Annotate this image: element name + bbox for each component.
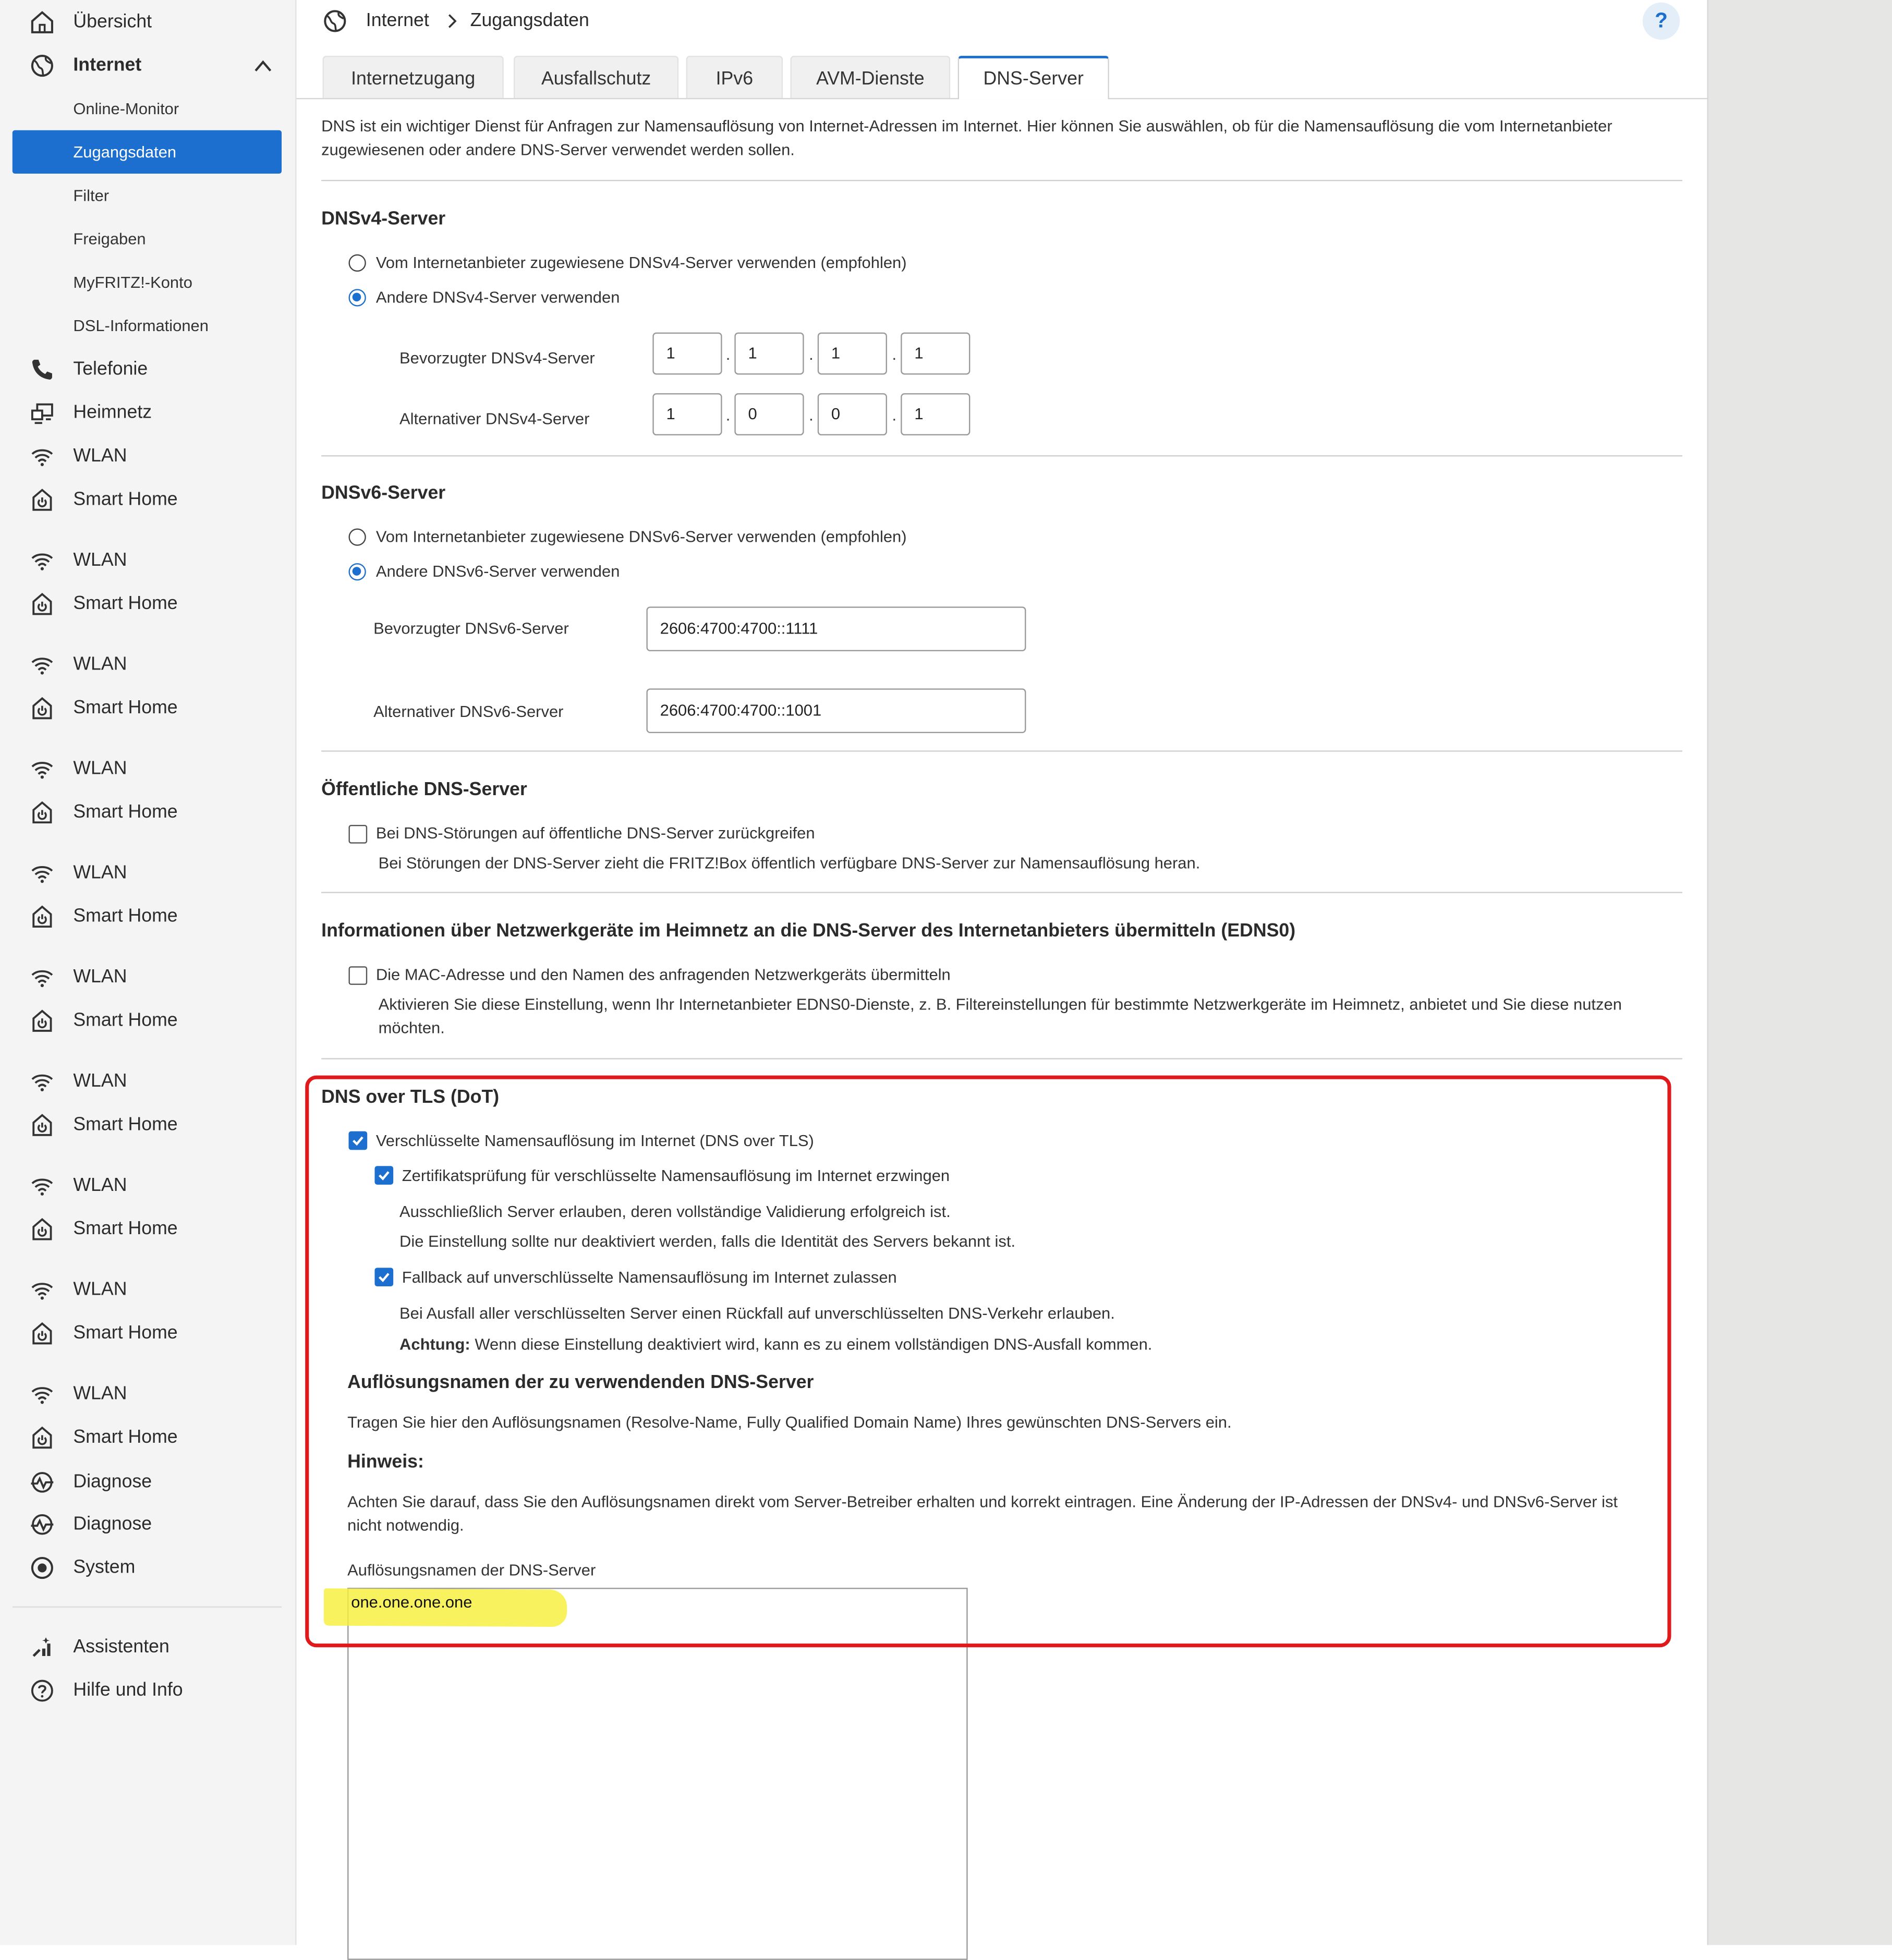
public-dns-desc: Bei Störungen der DNS-Server zieht die FRITZ!Box öffentlich verfügbare DNS-Server zur Namensauflösung heran.	[378, 853, 1200, 872]
smart-home-icon	[30, 1008, 55, 1033]
smart-home-icon	[30, 1217, 55, 1242]
dot-field-label: Auflösungsnamen der DNS-Server	[347, 1560, 596, 1579]
sidebar-item-label: WLAN	[73, 445, 127, 467]
smart-home-icon	[30, 592, 55, 617]
dot-hint-line1: Achten Sie darauf, dass Sie den Auflösungsnamen direkt vom Server-Betreiber erhalten und korrekt eintragen. Eine Änderung der IP-Adressen der DNSv4- und DNSv6-Server ist	[347, 1492, 1618, 1511]
dnsv4-preferred-octet-4[interactable]: 1	[901, 333, 970, 375]
sidebar-item-smart-home[interactable]	[0, 790, 295, 833]
wifi-icon	[30, 861, 55, 886]
sidebar-divider	[13, 1606, 282, 1608]
tab-internetzugang[interactable]: Internetzugang	[323, 56, 504, 98]
dnsv4-preferred-label: Bevorzugter DNSv4-Server	[399, 348, 595, 368]
tab-dns-server[interactable]: DNS-Server	[958, 56, 1109, 99]
dot-title: DNS over TLS (DoT)	[321, 1087, 500, 1108]
ip-dot: .	[809, 345, 814, 364]
main-content	[297, 0, 1707, 1945]
dnsv6-preferred-input[interactable]: 2606:4700:4700::1111	[646, 606, 1026, 651]
wifi-icon	[30, 1069, 55, 1094]
ip-dot: .	[892, 345, 897, 364]
sidebar-item-diagnose-2[interactable]	[0, 1502, 295, 1545]
sidebar-item-smart-home[interactable]	[0, 1207, 295, 1250]
wifi-icon	[30, 1174, 55, 1199]
wifi-icon	[30, 1277, 55, 1302]
sidebar-item-label: Diagnose	[73, 1513, 152, 1535]
edns-checkbox[interactable]	[348, 966, 367, 985]
breadcrumb-current: Zugangsdaten	[470, 10, 589, 31]
sidebar-item-system[interactable]	[0, 1545, 295, 1589]
globe-icon	[323, 9, 348, 34]
sidebar-sub-label: MyFRITZ!-Konto	[73, 273, 192, 292]
sidebar-sub-label: Filter	[73, 186, 110, 205]
sidebar-item-telefonie[interactable]	[0, 347, 295, 391]
smart-home-icon	[30, 488, 55, 513]
sidebar-item-wlan[interactable]	[0, 851, 295, 894]
sidebar-item-smart-home[interactable]	[0, 1103, 295, 1146]
sidebar-item-wlan[interactable]	[0, 642, 295, 686]
sidebar-item-label: WLAN	[73, 1383, 127, 1405]
sidebar-item-label: Smart Home	[73, 1114, 178, 1135]
wifi-icon	[30, 1382, 55, 1407]
sidebar	[0, 0, 297, 1945]
sidebar-item-label: WLAN	[73, 1279, 127, 1300]
sidebar-item-label: Smart Home	[73, 1426, 178, 1448]
dot-fallback-label: Fallback auf unverschlüsselte Namensauflösung im Internet zulassen	[402, 1268, 897, 1287]
dnsv6-alternative-input[interactable]: 2606:4700:4700::1001	[646, 688, 1026, 733]
divider	[321, 1058, 1682, 1059]
sidebar-item-wlan[interactable]	[0, 1372, 295, 1415]
sidebar-item-smart-home[interactable]	[0, 686, 295, 729]
dot-names-title: Auflösungsnamen der zu verwendenden DNS-Server	[347, 1372, 814, 1393]
dot-cert-desc1: Ausschließlich Server erlauben, deren vollständige Validierung erfolgreich ist.	[399, 1202, 951, 1221]
dnsv4-title: DNSv4-Server	[321, 208, 446, 230]
dnsv4-preferred-octet-3[interactable]: 1	[818, 333, 887, 375]
sidebar-sub-myfritz[interactable]	[13, 261, 282, 304]
dnsv4-alternative-octet-3[interactable]: 0	[818, 393, 887, 435]
dnsv4-alternative-label: Alternativer DNSv4-Server	[399, 409, 590, 428]
dot-names-desc: Tragen Sie hier den Auflösungsnamen (Resolve-Name, Fully Qualified Domain Name) Ihres gewünschten DNS-Servers ein.	[347, 1413, 1232, 1432]
sidebar-item-label: Smart Home	[73, 1218, 178, 1239]
dnsv4-alternative-octet-4[interactable]: 1	[901, 393, 970, 435]
tab-avm-dienste[interactable]: AVM-Dienste	[790, 56, 950, 98]
dnsv6-other-label: Andere DNSv6-Server verwenden	[375, 562, 620, 581]
intro-text: DNS ist ein wichtiger Dienst für Anfragen zur Namensauflösung von Internet-Adressen im Internet. Hier können Sie auswählen, ob für die Namensauflösung die vom Internetanbieter zugewiesenen oder andere DNS-Server verwendet werden sollen.	[321, 116, 1612, 159]
smart-home-icon	[30, 696, 55, 721]
smart-home-icon	[30, 800, 55, 825]
help-button[interactable]: ?	[1643, 3, 1680, 40]
home-icon	[30, 10, 55, 35]
dot-fallback-desc1: Bei Ausfall aller verschlüsselten Server einen Rückfall auf unverschlüsselten DNS-Verkehr erlauben.	[399, 1304, 1115, 1323]
warning-text: Wenn diese Einstellung deaktiviert wird, kann es zu einem vollständigen DNS-Ausfall kommen.	[475, 1334, 1153, 1354]
tab-ipv6[interactable]: IPv6	[686, 56, 783, 98]
assistant-icon	[30, 1635, 55, 1660]
dnsv6-title: DNSv6-Server	[321, 482, 446, 504]
ip-dot: .	[725, 405, 731, 424]
chevron-right-icon	[445, 13, 458, 30]
dnsv6-other-radio[interactable]	[348, 563, 366, 580]
sidebar-item-uebersicht[interactable]	[0, 0, 295, 43]
dot-cert-label: Zertifikatsprüfung für verschlüsselte Namensauflösung im Internet erzwingen	[402, 1166, 950, 1185]
sidebar-item-label: Assistenten	[73, 1636, 169, 1658]
sidebar-item-label: Diagnose	[73, 1471, 152, 1492]
sidebar-item-diagnose[interactable]	[0, 1460, 295, 1503]
sidebar-item-label: System	[73, 1556, 136, 1578]
sidebar-item-label: WLAN	[73, 549, 127, 571]
sidebar-item-label: Hilfe und Info	[73, 1679, 183, 1701]
sidebar-item-label: WLAN	[73, 1070, 127, 1092]
sidebar-sub-dsl[interactable]	[13, 304, 282, 347]
sidebar-item-label: Smart Home	[73, 489, 178, 510]
sidebar-item-smart-home[interactable]	[0, 478, 295, 521]
sidebar-item-smart-home[interactable]	[0, 999, 295, 1042]
sidebar-item-wlan[interactable]	[0, 1164, 295, 1207]
ip-dot: .	[892, 405, 897, 424]
dnsv6-alternative-label: Alternativer DNSv6-Server	[373, 702, 564, 721]
sidebar-item-label: Telefonie	[73, 358, 148, 380]
diagnose-icon	[30, 1470, 55, 1495]
tab-ausfallschutz[interactable]: Ausfallschutz	[514, 56, 678, 98]
sidebar-item-smart-home[interactable]	[0, 1415, 295, 1458]
divider	[321, 180, 1682, 181]
breadcrumb-root[interactable]: Internet	[366, 10, 429, 31]
divider	[321, 892, 1682, 893]
sidebar-item-smart-home[interactable]	[0, 582, 295, 625]
sidebar-item-wlan[interactable]	[0, 434, 295, 478]
globe-icon	[30, 53, 55, 78]
sidebar-sub-freigaben[interactable]	[13, 217, 282, 260]
smart-home-icon	[30, 1321, 55, 1346]
edns-desc-line1: Aktivieren Sie diese Einstellung, wenn Ihr Internetanbieter EDNS0-Dienste, z. B. Filtereinstellungen für bestimmte Netzwerkgeräte im Heimnetz, anbietet und Sie diese nutzen	[378, 994, 1622, 1014]
phone-icon	[30, 357, 55, 382]
public-dns-title: Öffentliche DNS-Server	[321, 779, 527, 800]
sidebar-item-label: WLAN	[73, 758, 127, 780]
sidebar-item-label: Smart Home	[73, 801, 178, 823]
dnsv4-alternative-octet-1[interactable]: 1	[652, 393, 722, 435]
dnsv4-provider-radio[interactable]	[348, 254, 366, 272]
sidebar-item-label: WLAN	[73, 653, 127, 675]
sidebar-item-label: Heimnetz	[73, 401, 152, 423]
sidebar-item-internet[interactable]	[0, 43, 295, 87]
system-icon	[30, 1555, 55, 1580]
dnsv4-preferred-octet-1[interactable]: 1	[652, 333, 722, 375]
sidebar-item-label: Smart Home	[73, 593, 178, 614]
sidebar-item-label: Smart Home	[73, 1322, 178, 1344]
sidebar-sub-online-monitor[interactable]	[13, 87, 282, 130]
sidebar-item-wlan[interactable]	[0, 1268, 295, 1311]
sidebar-item-label: Smart Home	[73, 905, 178, 927]
sidebar-item-wlan[interactable]	[0, 747, 295, 790]
dnsv4-preferred-octet-2[interactable]: 1	[734, 333, 804, 375]
page-background	[1707, 0, 1892, 1945]
sidebar-item-label: WLAN	[73, 1174, 127, 1196]
chevron-up-icon[interactable]	[253, 57, 273, 72]
wifi-icon	[30, 549, 55, 574]
sidebar-item-hilfe[interactable]	[0, 1669, 295, 1712]
dnsv4-other-radio[interactable]	[348, 289, 366, 306]
sidebar-sub-label: DSL-Informationen	[73, 316, 209, 335]
divider	[321, 750, 1682, 751]
ip-dot: .	[725, 345, 731, 364]
dot-enable-label: Verschlüsselte Namensauflösung im Internet (DNS over TLS)	[375, 1131, 814, 1150]
sidebar-item-smart-home[interactable]	[0, 1311, 295, 1355]
edns-label: Die MAC-Adresse und den Namen des anfragenden Netzwerkgeräts übermitteln	[375, 965, 951, 984]
divider	[321, 455, 1682, 456]
sidebar-item-wlan[interactable]	[0, 955, 295, 999]
sidebar-item-label: WLAN	[73, 966, 127, 988]
edns-title: Informationen über Netzwerkgeräte im Heimnetz an die DNS-Server des Internetanbieters übermitteln (EDNS0)	[321, 920, 1296, 942]
wifi-icon	[30, 965, 55, 990]
sidebar-item-label: Smart Home	[73, 1009, 178, 1031]
smart-home-icon	[30, 1113, 55, 1138]
dnsv4-other-label: Andere DNSv4-Server verwenden	[375, 287, 620, 307]
sidebar-item-wlan[interactable]	[0, 1060, 295, 1103]
smart-home-icon	[30, 1425, 55, 1450]
warning-label: Achtung:	[399, 1334, 470, 1354]
edns-desc-line2: möchten.	[378, 1018, 445, 1037]
dnsv6-provider-label: Vom Internetanbieter zugewiesene DNSv6-Server verwenden (empfohlen)	[375, 527, 907, 546]
dnsv6-preferred-label: Bevorzugter DNSv6-Server	[373, 619, 569, 638]
sidebar-item-label: Smart Home	[73, 697, 178, 719]
public-dns-label: Bei DNS-Störungen auf öffentliche DNS-Server zurückgreifen	[375, 823, 815, 843]
diagnose-icon	[30, 1512, 55, 1537]
dot-cert-desc2: Die Einstellung sollte nur deaktiviert werden, falls die Identität des Servers bekannt ist.	[399, 1232, 1016, 1251]
dnsv4-provider-label: Vom Internetanbieter zugewiesene DNSv4-Server verwenden (empfohlen)	[375, 253, 907, 272]
dot-hint-title: Hinweis:	[347, 1451, 424, 1472]
sidebar-sub-zugangsdaten[interactable]	[13, 130, 282, 174]
sidebar-item-label: Übersicht	[73, 11, 152, 32]
dnsv4-alternative-octet-2[interactable]: 0	[734, 393, 804, 435]
wifi-icon	[30, 444, 55, 469]
sidebar-sub-filter[interactable]	[13, 174, 282, 217]
sidebar-item-smart-home[interactable]	[0, 894, 295, 938]
ip-dot: .	[809, 405, 814, 424]
wifi-icon	[30, 757, 55, 782]
network-icon	[30, 400, 55, 425]
help-circle-icon	[30, 1678, 55, 1703]
wifi-icon	[30, 652, 55, 677]
smart-home-icon	[30, 904, 55, 929]
public-dns-checkbox[interactable]	[348, 825, 367, 844]
sidebar-item-label: WLAN	[73, 862, 127, 883]
dot-hint-line2: nicht notwendig.	[347, 1516, 464, 1535]
sidebar-sub-label: Online-Monitor	[73, 99, 179, 118]
sidebar-item-wlan[interactable]	[0, 538, 295, 581]
sidebar-sub-label: Freigaben	[73, 229, 146, 248]
dot-names-value: one.one.one.one	[351, 1592, 472, 1612]
sidebar-item-label: Internet	[73, 54, 142, 76]
sidebar-sub-label: Zugangsdaten	[73, 142, 177, 162]
sidebar-item-assistenten[interactable]	[0, 1625, 295, 1668]
sidebar-item-heimnetz[interactable]	[0, 391, 295, 434]
annotation-box	[305, 1076, 1671, 1648]
dnsv6-provider-radio[interactable]	[348, 528, 366, 545]
